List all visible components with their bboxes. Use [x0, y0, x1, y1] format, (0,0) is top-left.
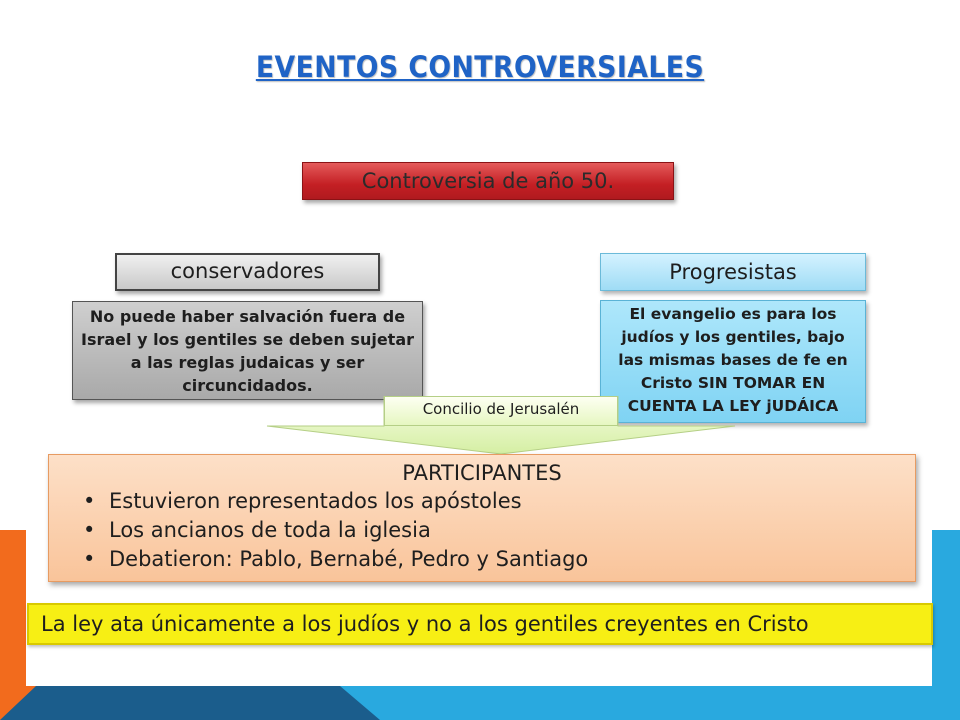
- conservatives-description: [72, 301, 423, 400]
- list-item: [83, 516, 915, 545]
- bullet-icon: •: [83, 547, 96, 571]
- list-item-text: Los ancianos de toda la iglesia: [109, 518, 431, 542]
- description-line: El evangelio es para los: [629, 305, 837, 323]
- controversy-header: Controversia de año 50.: [302, 162, 674, 200]
- conclusion-banner: La ley ata únicamente a los judíos y no a los gentiles creyentes en Cristo: [27, 603, 933, 645]
- description-line: No puede haber salvación fuera de: [89, 307, 406, 326]
- conservatives-header: conservadores: [115, 253, 380, 291]
- description-line: a las reglas judaicas y ser: [130, 353, 365, 372]
- description-line: Cristo SIN TOMAR EN: [640, 374, 826, 392]
- participants-title: PARTICIPANTES: [402, 461, 562, 485]
- slide-title: EVENTOS CONTROVERSIALES: [255, 50, 705, 84]
- council-label: Concilio de Jerusalén: [384, 396, 618, 426]
- list-item-text: Debatieron: Pablo, Bernabé, Pedro y Santiago: [109, 547, 589, 571]
- participants-box: [48, 454, 916, 582]
- description-line: Israel y los gentiles se deben sujetar: [81, 330, 414, 349]
- description-line: CUENTA LA LEY jUDÁICA: [627, 397, 839, 415]
- description-line: las mismas bases de fe en: [618, 351, 848, 369]
- list-item: [83, 545, 915, 574]
- bullet-icon: •: [83, 489, 96, 513]
- decorative-bottom-dark-band: [0, 686, 380, 720]
- bullet-icon: •: [83, 518, 96, 542]
- progressives-header: Progresistas: [600, 253, 866, 291]
- participants-list: [49, 487, 915, 574]
- description-line: judíos y los gentiles, bajo: [621, 328, 845, 346]
- list-item: [83, 487, 915, 516]
- list-item-text: Estuvieron representados los apóstoles: [109, 489, 522, 513]
- description-line: circuncidados.: [182, 376, 313, 395]
